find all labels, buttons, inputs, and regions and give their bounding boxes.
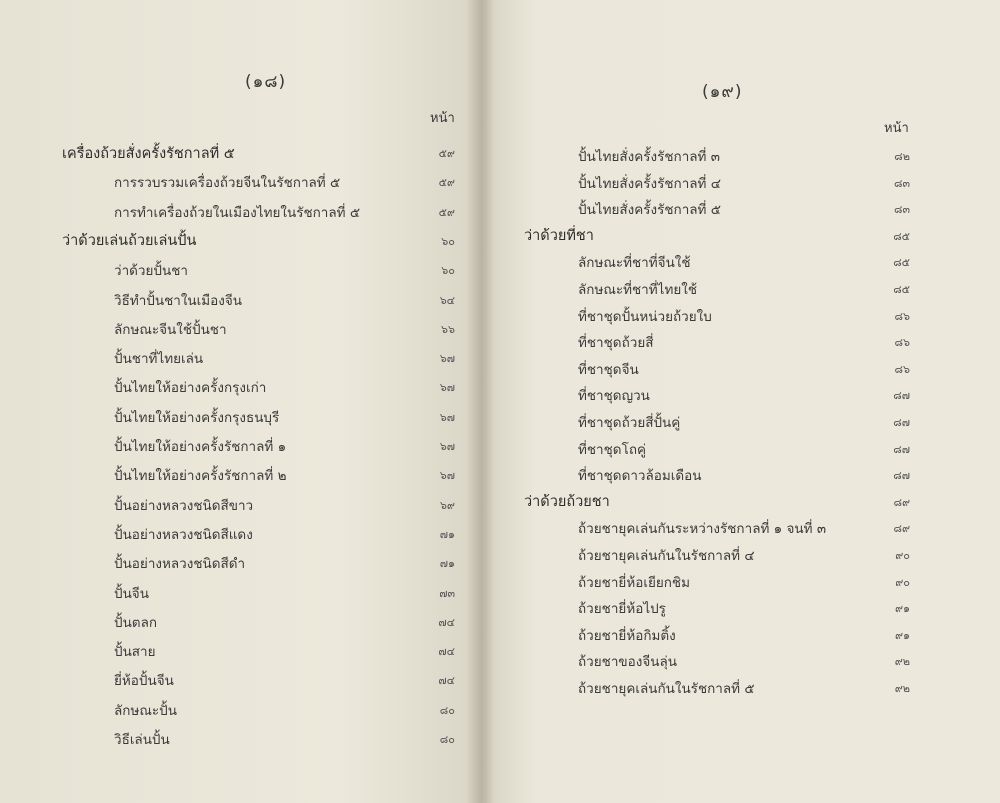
toc-entry-title: ปั้นตลก bbox=[114, 614, 158, 631]
toc-entry bbox=[578, 330, 910, 354]
toc-entry-page: ๗๑ bbox=[439, 527, 455, 541]
toc-entry-page: ๘๙ bbox=[893, 495, 910, 509]
toc-entry-title: ว่าด้วยที่ชา bbox=[524, 228, 594, 245]
toc-entry bbox=[114, 727, 455, 751]
toc-entry-page: ๘๕ bbox=[893, 229, 910, 243]
toc-entry-title: ปั้นสาย bbox=[114, 644, 156, 661]
toc-entry-page: ๘๗ bbox=[893, 416, 910, 429]
toc-entry bbox=[578, 623, 910, 647]
toc-section-heading bbox=[62, 141, 455, 165]
toc-entry bbox=[114, 522, 455, 546]
toc-entry-title: ถ้วยชายี่ห้อเยียกชิม bbox=[578, 574, 690, 591]
toc-entry bbox=[578, 171, 910, 195]
toc-entry-title: ที่ชาชุดถ้วยสี่ bbox=[578, 335, 654, 352]
toc-entry-page: ๘๗ bbox=[893, 389, 910, 403]
toc-entry-page: ๙๑ bbox=[894, 628, 910, 642]
toc-entry-title: ที่ชาชุดดาวล้อมเดือน bbox=[578, 468, 702, 485]
toc-entry bbox=[114, 698, 455, 722]
toc-entry-page: ๗๔ bbox=[438, 674, 455, 688]
toc-entry-title: ปั้นอย่างหลวงชนิดสีดำ bbox=[114, 556, 246, 573]
toc-entry-page: ๖๗ bbox=[439, 352, 455, 366]
toc-entry-page: ๘๐ bbox=[439, 703, 455, 717]
toc-entry-title: ปั้นไทยให้อย่างครั้งกรุงธนบุรี bbox=[114, 409, 280, 426]
toc-section-heading bbox=[524, 224, 910, 248]
toc-entry-title: ปั้นอย่างหลวงชนิดสีขาว bbox=[114, 497, 254, 514]
toc-entry-page: ๖๙ bbox=[439, 498, 455, 512]
toc-entry-page: ๘๖ bbox=[894, 309, 910, 323]
toc-entry bbox=[114, 200, 455, 224]
toc-entry bbox=[114, 170, 455, 194]
toc-entry-title: ถ้วยชายุคเล่นกันในรัชกาลที่ ๕ bbox=[578, 681, 755, 697]
toc-entry-title: ถ้วยชายี่ห้อไปรู bbox=[578, 601, 666, 618]
toc-entry-page: ๗๔ bbox=[438, 645, 455, 659]
toc-entry bbox=[578, 383, 910, 407]
toc-entry-page: ๖๗ bbox=[439, 381, 455, 395]
toc-entry-title: ที่ชาชุดจีน bbox=[578, 361, 639, 378]
toc-entry-title: ถ้วยชาของจีนลุ่น bbox=[578, 654, 677, 671]
toc-entry-page: ๖๐ bbox=[441, 234, 455, 248]
toc-entry-page: ๙๐ bbox=[895, 549, 910, 562]
toc-entry-page: ๙๒ bbox=[894, 655, 910, 669]
toc-entry bbox=[114, 610, 455, 634]
toc-section-heading bbox=[524, 490, 910, 514]
toc-entry-title: ที่ชาชุดถ้วยสี่ปั้นคู่ bbox=[578, 415, 681, 431]
toc-entry bbox=[578, 277, 910, 301]
toc-entry-title: ลักษณะที่ชาที่จีนใช้ bbox=[578, 255, 691, 272]
toc-entry-title: ที่ชาชุดปั้นหน่วยถ้วยใบ bbox=[578, 308, 712, 325]
toc-entry-title: ถ้วยชายี่ห้อกิมติ้ง bbox=[578, 627, 676, 644]
toc-entry-title: ที่ชาชุดโถคู่ bbox=[578, 441, 647, 458]
toc-entry-page: ๖๗ bbox=[439, 440, 455, 453]
toc-entry bbox=[578, 197, 910, 221]
toc-entry-title: ปั้นไทยให้อย่างครั้งรัชกาลที่ ๒ bbox=[114, 468, 287, 485]
toc-entry-title: ลักษณะที่ชาที่ไทยใช้ bbox=[578, 282, 698, 298]
toc-entry-title: ปั้นจีน bbox=[114, 585, 149, 602]
toc-entry-title: ปั้นไทยสั่งครั้งรัชกาลที่ ๓ bbox=[578, 149, 720, 165]
page-column-label: หน้า bbox=[430, 111, 455, 126]
toc-entry-page: ๙๒ bbox=[894, 682, 910, 695]
toc-entry bbox=[114, 258, 455, 282]
page-number: (๑๙) bbox=[702, 82, 743, 102]
toc-entry-page: ๘๐ bbox=[439, 733, 455, 746]
toc-entry bbox=[578, 596, 910, 620]
toc-entry bbox=[578, 570, 910, 594]
toc-entry bbox=[578, 676, 910, 700]
toc-entry-title: ปั้นไทยสั่งครั้งรัชกาลที่ ๔ bbox=[578, 175, 721, 192]
toc-entry bbox=[578, 250, 910, 274]
toc-entry-title: ปั้นอย่างหลวงชนิดสีแดง bbox=[114, 526, 253, 543]
toc-entry-page: ๘๗ bbox=[893, 469, 910, 483]
toc-entry-title: การรวบรวมเครื่องถ้วยจีนในรัชกาลที่ ๕ bbox=[114, 175, 341, 192]
toc-entry bbox=[578, 516, 910, 540]
toc-entry-page: ๕๙ bbox=[438, 176, 455, 190]
toc-entry bbox=[114, 668, 455, 692]
toc-entry bbox=[578, 437, 910, 461]
toc-entry bbox=[114, 317, 455, 341]
toc-entry bbox=[114, 551, 455, 575]
toc-entry-title: วิธีทำปั้นชาในเมืองจีน bbox=[114, 292, 243, 309]
toc-entry-title: ปั้นไทยให้อย่างครั้งกรุงเก่า bbox=[114, 380, 267, 397]
toc-entry-page: ๘๒ bbox=[894, 150, 910, 163]
toc-entry-page: ๕๙ bbox=[438, 205, 455, 219]
toc-entry bbox=[578, 463, 910, 487]
toc-entry-page: ๘๖ bbox=[894, 336, 910, 350]
toc-entry-title: ว่าด้วยเล่นถ้วยเล่นปั้น bbox=[62, 233, 197, 250]
toc-entry-page: ๖๔ bbox=[439, 293, 455, 307]
toc-entry bbox=[114, 581, 455, 605]
page-column-label: หน้า bbox=[884, 121, 909, 136]
toc-entry-page: ๘๓ bbox=[893, 176, 910, 190]
toc-entry-title: ยี่ห้อปั้นจีน bbox=[114, 673, 174, 690]
toc-entry bbox=[114, 639, 455, 663]
toc-entry bbox=[114, 493, 455, 517]
toc-entry-title: ลักษณะปั้น bbox=[114, 702, 177, 719]
toc-entry-title: ถ้วยชายุคเล่นกันในรัชกาลที่ ๔ bbox=[578, 548, 755, 564]
toc-entry bbox=[578, 304, 910, 328]
toc-entry bbox=[114, 346, 455, 370]
toc-entry-title: การทำเครื่องถ้วยในเมืองไทยในรัชกาลที่ ๕ bbox=[114, 204, 361, 221]
toc-entry-page: ๖๐ bbox=[441, 264, 455, 278]
page-number: (๑๘) bbox=[245, 72, 287, 92]
toc-section-heading bbox=[62, 229, 455, 253]
toc-entry-title: ปั้นไทยให้อย่างครั้งรัชกาลที่ ๑ bbox=[114, 439, 287, 455]
toc-entry-page: ๗๔ bbox=[438, 615, 455, 629]
toc-entry-title: ปั้นชาที่ไทยเล่น bbox=[114, 351, 204, 368]
toc-entry-page: ๙๑ bbox=[894, 602, 910, 616]
toc-entry-title: ว่าด้วยปั้นชา bbox=[114, 263, 188, 280]
toc-entry-page: ๙๐ bbox=[895, 575, 910, 589]
toc-entry bbox=[114, 434, 455, 458]
toc-entry-page: ๘๕ bbox=[893, 256, 910, 270]
toc-entry-page: ๘๗ bbox=[893, 442, 910, 456]
toc-entry bbox=[578, 543, 910, 567]
toc-entry-title: วิธีเล่นปั้น bbox=[114, 732, 170, 748]
toc-entry-page: ๘๖ bbox=[894, 362, 910, 376]
toc-entry-page: ๘๙ bbox=[893, 522, 910, 536]
toc-entry-page: ๘๓ bbox=[893, 203, 910, 217]
toc-entry bbox=[578, 357, 910, 381]
toc-entry-page: ๘๕ bbox=[893, 283, 910, 296]
toc-entry bbox=[578, 649, 910, 673]
toc-entry-title: ว่าด้วยถ้วยชา bbox=[524, 494, 610, 511]
toc-entry-title: ถ้วยชายุคเล่นกันระหว่างรัชกาลที่ ๑ จนที่ ๓ bbox=[578, 521, 827, 538]
toc-entry bbox=[578, 410, 910, 434]
toc-entry-title: ปั้นไทยสั่งครั้งรัชกาลที่ ๕ bbox=[578, 202, 721, 219]
toc-entry bbox=[114, 405, 455, 429]
toc-entry-page: ๖๗ bbox=[439, 410, 455, 424]
toc-entry-title: เครื่องถ้วยสั่งครั้งรัชกาลที่ ๕ bbox=[62, 145, 235, 162]
toc-entry-page: ๖๗ bbox=[439, 469, 455, 483]
toc-entry-title: ที่ชาชุดญวน bbox=[578, 388, 650, 405]
toc-entry-page: ๖๖ bbox=[441, 322, 455, 336]
toc-entry-page: ๗๑ bbox=[439, 557, 455, 571]
toc-entry bbox=[114, 463, 455, 487]
toc-entry bbox=[578, 144, 910, 168]
toc-entry bbox=[114, 288, 455, 312]
toc-entry-page: ๗๓ bbox=[439, 586, 455, 600]
toc-entry-title: ลักษณะจีนใช้ปั้นชา bbox=[114, 321, 227, 338]
toc-entry-page: ๕๙ bbox=[438, 147, 455, 160]
toc-entry bbox=[114, 375, 455, 399]
